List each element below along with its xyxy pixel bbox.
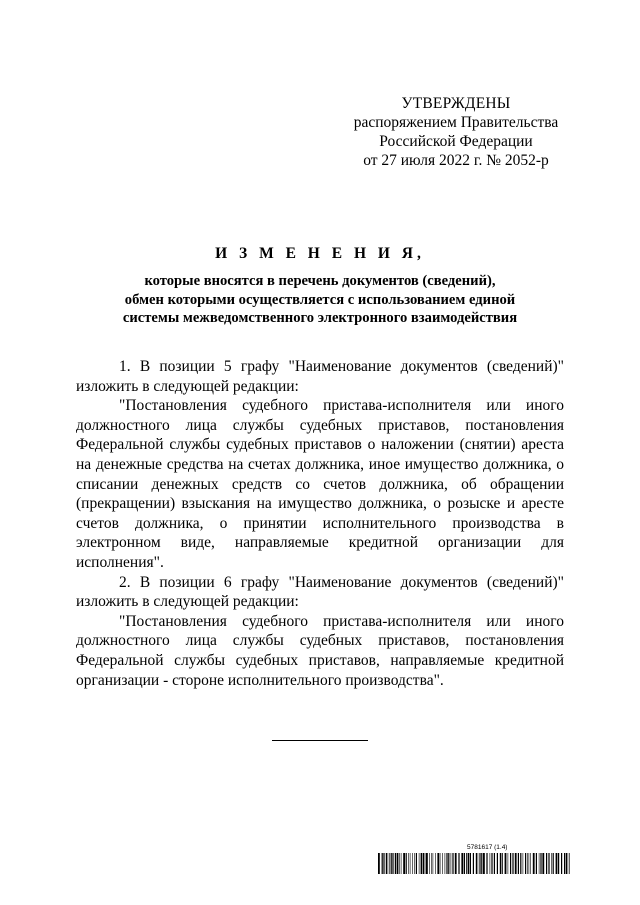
document-heading	[60, 244, 580, 328]
subtitle-line-2: обмен которыми осуществляется с использованием единой	[124, 291, 516, 308]
document-subtitle	[60, 272, 580, 328]
barcode-icon	[378, 853, 570, 874]
end-divider	[272, 740, 368, 741]
approval-line-1: распоряжением Правительства	[353, 114, 559, 131]
subtitle-line-1: которые вносятся в перечень документов (сведений),	[144, 273, 496, 289]
approval-title: УТВЕРЖДЕНЫ	[401, 95, 511, 112]
approval-line-3: от 27 июля 2022 г. № 2052-р	[363, 152, 549, 169]
document-title: И З М Е Н Е Н И Я,	[215, 245, 425, 262]
item-1-intro: 1. В позиции 5 графу "Наименование документов (сведений)" изложить в следующей редакции:	[76, 358, 564, 395]
approval-line-2: Российской Федерации	[379, 133, 533, 150]
document-body	[76, 357, 564, 690]
approval-block	[340, 94, 572, 170]
item-2-text: "Постановления судебного пристава-исполнителя или иного должностного лица службы судебных приставов, постановления Федеральной службы судебных приставов, направляемые кредитной организации - стороне исполнительного производства".	[76, 612, 564, 689]
subtitle-line-3: системы межведомственного электронного взаимодействия	[122, 310, 518, 326]
item-1-text: "Постановления судебного пристава-исполнителя или иного должностного лица службы судебных приставов, постановления Федеральной службы судебных приставов о наложении (снятии) ареста на денежные средства на счетах должника, иное имущество должника, о списании денежных средств со счетов должника, об обращении (прекращении) взыскания на имущество должника, о розыске и аресте счетов должника, о принятии исполнительного производства в электронном виде, направляемые кредитной организации для исполнения".	[76, 397, 564, 571]
barcode-label: 5781617 (1.4)	[467, 844, 508, 851]
item-2-intro: 2. В позиции 6 графу "Наименование документов (сведений)" изложить в следующей редакции:	[76, 573, 564, 611]
